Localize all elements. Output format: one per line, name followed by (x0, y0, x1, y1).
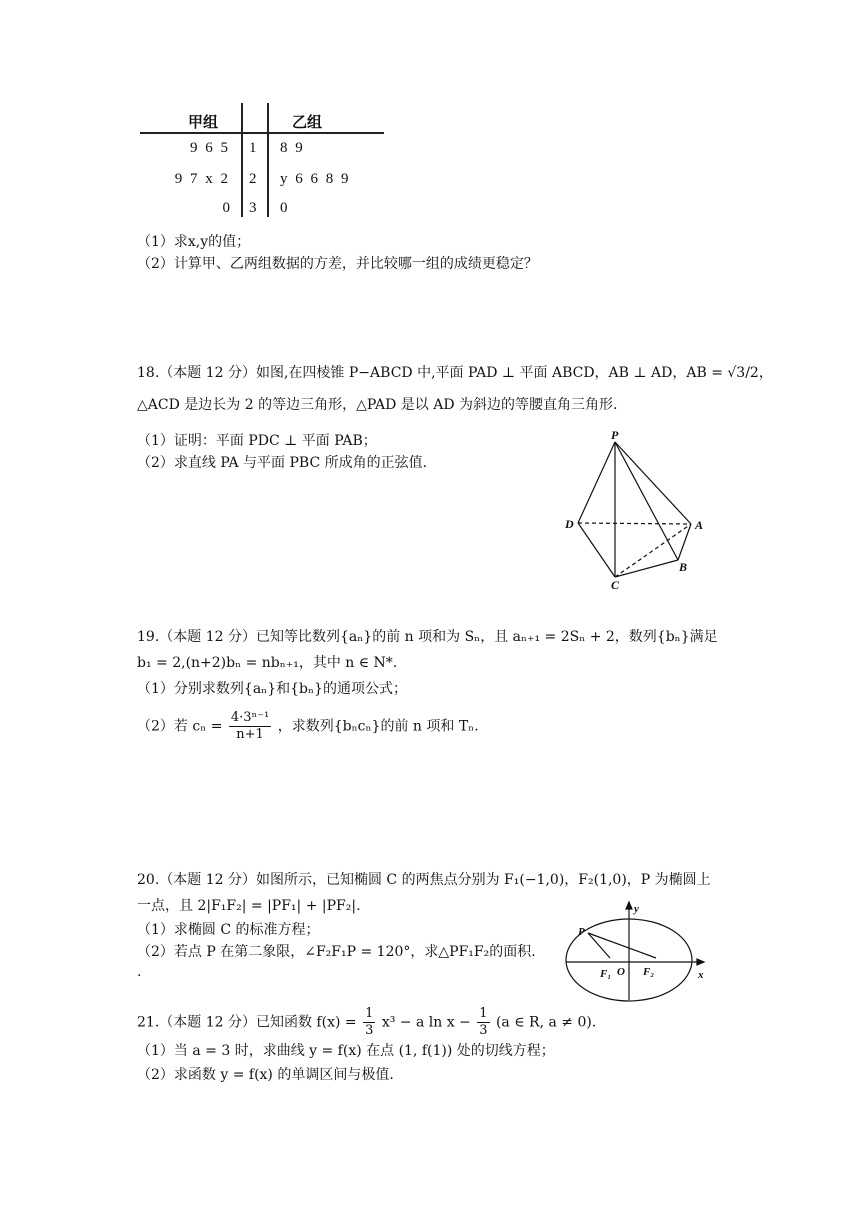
q21-line-1-post: (a ∈ R, a ≠ 0). (495, 1014, 597, 1031)
q19-fraction (229, 710, 271, 743)
q21-part-1: （1）当 a = 3 时，求曲线 y = f(x) 在点 (1, f(1)) 处的切线方程； (137, 1043, 555, 1059)
q19-part-1: （1）分别求数列{aₙ}和{bₙ}的通项公式； (137, 681, 407, 697)
q18-part-2: （2）求直线 PA 与平面 PBC 所成角的正弦值. (137, 455, 428, 471)
q19-line-1: 19.（本题 12 分）已知等比数列{aₙ}的前 n 项和为 Sₙ，且 aₙ₊₁ = 2Sₙ + 2，数列{bₙ}满足 (137, 629, 718, 645)
edge-da-hidden (578, 523, 691, 524)
stem-leaf-header-rule (140, 132, 384, 134)
q17-part-2: （2）计算甲、乙两组数据的方差，并比较哪一组的成绩更稳定？ (137, 256, 538, 272)
stem-leaf-divider-left (241, 103, 243, 217)
q17-part-1: （1）求x,y的值； (137, 234, 251, 250)
q21-fraction-2-denominator: 3 (479, 1023, 488, 1038)
q21-fraction-2-numerator: 1 (479, 1006, 488, 1021)
q19-part-2 (137, 710, 479, 743)
label-a: A (695, 518, 704, 532)
stem-leaf-row-1-stem: 1 (249, 140, 257, 156)
stem-leaf-row-2-right: y 6 6 8 9 (280, 171, 351, 187)
label-c: C (611, 578, 620, 592)
stem-leaf-row-3-left: 0 (222, 200, 230, 216)
label-p-point: P (578, 926, 585, 938)
pyramid-figure (560, 428, 720, 593)
label-f1: F₁ (600, 968, 612, 980)
stem-leaf-row-1-left: 9 6 5 (190, 140, 230, 156)
q19-fraction-denominator: n+1 (236, 727, 264, 742)
y-axis-arrow (626, 902, 632, 909)
edge-ba (678, 524, 691, 560)
q21-fraction-1-numerator: 1 (365, 1006, 374, 1021)
edge-cb (615, 560, 678, 577)
q18-part-1: （1）证明：平面 PDC ⊥ 平面 PAB； (137, 433, 377, 449)
q21-part-2: （2）求函数 y = f(x) 的单调区间与极值. (137, 1067, 394, 1083)
edge-pb (615, 442, 678, 560)
q19-fraction-numerator: 4·3ⁿ⁻¹ (230, 710, 270, 725)
stem-leaf-row-2-stem: 2 (249, 171, 257, 187)
q20-stray-dot: . (137, 964, 142, 980)
q21-line-1 (137, 1006, 596, 1039)
stem-leaf-row-1-right: 8 9 (280, 140, 305, 156)
q20-part-2: （2）若点 P 在第二象限，∠F₂F₁P = 120°，求△PF₁F₂的面积. (137, 944, 536, 960)
q18-line-2: △ACD 是边长为 2 的等边三角形，△PAD 是以 AD 为斜边的等腰直角三角形. (137, 397, 618, 413)
q20-line-1: 20.（本题 12 分）如图所示，已知椭圆 C 的两焦点分别为 F₁(−1,0)，F₂(1,0)，P 为椭圆上 (137, 872, 711, 888)
ellipse-figure (560, 898, 710, 1003)
q21-fraction-1-denominator: 3 (365, 1023, 374, 1038)
stem-leaf-header-left: 甲组 (188, 113, 219, 131)
label-origin: O (617, 966, 625, 978)
q19-line-2: b₁ = 2,(n+2)bₙ = nbₙ₊₁，其中 n ∈ N*. (137, 655, 398, 671)
q21-line-1-pre: 21.（本题 12 分）已知函数 f(x) = (137, 1014, 357, 1031)
edge-pa (615, 442, 691, 524)
x-axis-arrow (697, 959, 704, 965)
label-y-axis: y (634, 903, 639, 915)
label-b: B (679, 560, 688, 574)
q21-line-1-mid: x³ − a ln x − (381, 1014, 471, 1031)
stem-leaf-row-3-stem: 3 (249, 200, 257, 216)
q20-part-1: （1）求椭圆 C 的标准方程； (137, 922, 320, 938)
stem-leaf-row-3-right: 0 (280, 200, 288, 216)
stem-leaf-row-2-left: 9 7 x 2 (174, 171, 230, 187)
q21-fraction-1 (363, 1006, 375, 1039)
q19-part-2-post: ，求数列{bₙcₙ}的前 n 项和 Tₙ. (277, 718, 479, 735)
q18-line-1: 18.（本题 12 分）如图,在四棱锥 P−ABCD 中,平面 PAD ⊥ 平面 ABCD，AB ⊥ AD，AB = √3/2， (137, 365, 773, 381)
label-x-axis: x (698, 969, 704, 981)
segment-pf2 (588, 933, 656, 958)
q19-part-2-pre: （2）若 cₙ = (137, 718, 223, 735)
stem-leaf-header-right: 乙组 (292, 113, 323, 131)
edge-pd (578, 442, 615, 523)
stem-leaf-divider-right (267, 103, 269, 217)
edge-dc (578, 523, 615, 577)
label-f2: F₂ (643, 966, 655, 978)
q20-line-2: 一点，且 2|F₁F₂| = |PF₁| + |PF₂|. (137, 898, 361, 914)
q21-fraction-2 (477, 1006, 489, 1039)
label-d: D (565, 517, 574, 531)
label-p: P (611, 428, 619, 442)
